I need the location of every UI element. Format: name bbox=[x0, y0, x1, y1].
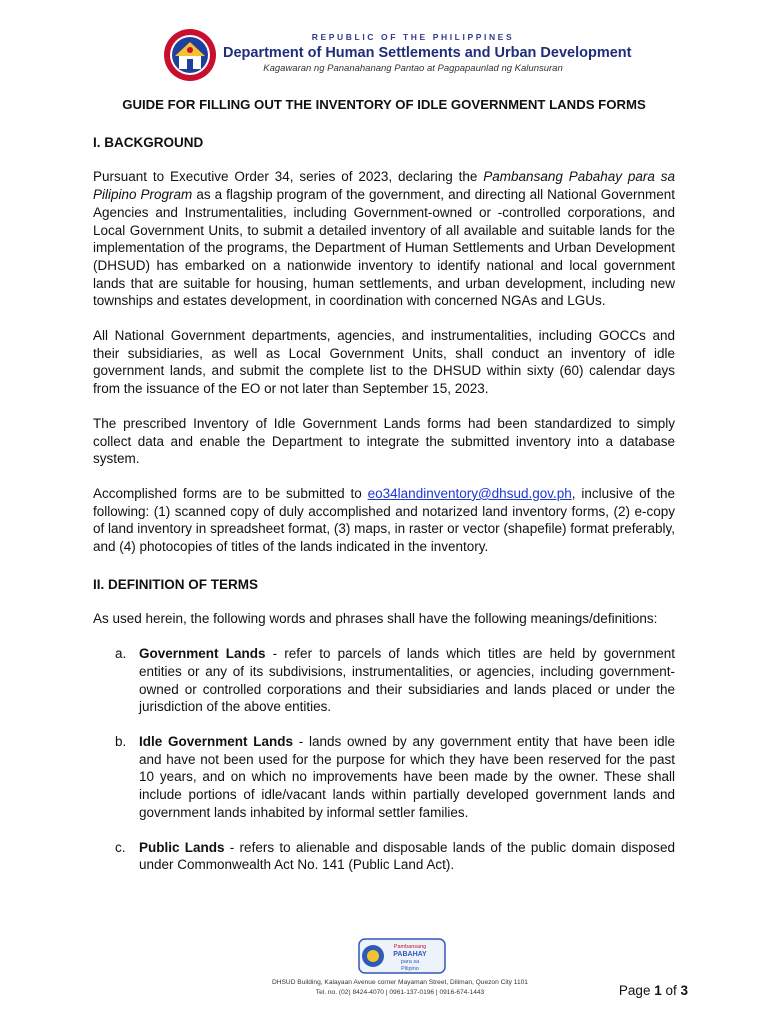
department-name: Department of Human Settlements and Urban Development bbox=[223, 45, 632, 61]
pambansang-pabahay-logo-icon bbox=[358, 938, 446, 974]
paragraph-background-3: The prescribed Inventory of Idle Government Lands forms had been standardized to simply collect data and enable the Department to integrate the submitted inventory into a database system. bbox=[93, 415, 675, 467]
footer-address: DHSUD Building, Kalayaan Avenue corner Mayaman Street, Diliman, Quezon City 1101 bbox=[272, 979, 528, 986]
footer-phones: Tel. no. (02) 8424-4070 | 0961-137-0196 | 0916-674-1443 bbox=[315, 989, 485, 996]
list-marker: a. bbox=[115, 646, 127, 662]
definition-term: Public Lands bbox=[139, 839, 225, 855]
department-subtitle: Kagawaran ng Pananahanang Pantao at Pagpapaunlad ng Kalunsuran bbox=[263, 63, 563, 74]
paragraph-background-4: Accomplished forms are to be submitted to eo34landinventory@dhsud.gov.ph, inclusive of the following: (1) scanned copy of duly accomplished and notarized land inventory forms, (2) e-copy of land inventory in spreadsheet format, (3) maps, in raster or vector (shapefile) format preferably, and (4) photocopies of titles of the lands indicated in the inventory. bbox=[93, 485, 676, 555]
svg-text:PABAHAY: PABAHAY bbox=[393, 951, 427, 958]
definition-term: Idle Government Lands bbox=[139, 733, 293, 749]
list-marker: b. bbox=[115, 733, 127, 749]
definition-government-lands: a. Government Lands - refer to parcels of lands which titles are held by government entities or any of its subdivisions, instrumentalities, or agencies, including government-owned or controlled corporations and their subsidiaries and lands placed or under the jurisdiction of the above entities. bbox=[115, 646, 675, 715]
document-title: GUIDE FOR FILLING OUT THE INVENTORY OF IDLE GOVERNMENT LANDS FORMS bbox=[122, 97, 646, 112]
dhsud-seal-icon bbox=[163, 28, 217, 82]
submission-email-link[interactable]: eo34landinventory@dhsud.gov.ph bbox=[367, 485, 572, 501]
svg-text:para sa: para sa bbox=[400, 959, 420, 965]
definition-term: Government Lands bbox=[139, 646, 266, 662]
republic-label: REPUBLIC OF THE PHILIPPINES bbox=[311, 32, 515, 42]
page-number: Page 1 of 3 bbox=[618, 983, 688, 998]
paragraph-definitions-intro: As used herein, the following words and phrases shall have the following meanings/definitions: bbox=[93, 611, 658, 627]
paragraph-background-2: All National Government departments, agencies, and instrumentalities, including GOCCs and their subsidiaries, as well as Local Government Units, shall conduct an inventory of idle government lands, and submit the complete list to the DHSUD within sixty (60) calendar days from the issuance of the EO or not later than September 15, 2023. bbox=[93, 328, 675, 397]
list-marker: c. bbox=[115, 839, 126, 855]
svg-text:Pilipino: Pilipino bbox=[401, 966, 419, 972]
definitions-list bbox=[93, 645, 675, 874]
document-body bbox=[93, 94, 675, 874]
section-heading-definitions: II. DEFINITION OF TERMS bbox=[93, 576, 258, 592]
paragraph-background-1: Pursuant to Executive Order 34, series of 2023, declaring the Pambansang Pabahay para sa Pilipino Program as a flagship program of the government, and directing all National Government Agencies and Instrumentalities, including Government-owned or -controlled corporations, and Local Government Units, to submit a detailed inventory of all available and suitable lands for the implementation of the programs, the Department of Human Settlements and Urban Development (DHSUD) has embarked on a nationwide inventory to identify national and local government lands that are suitable for housing, human settlements, and urban development, including new townships and estates development, in coordination with concerned NGAs and LGUs. bbox=[93, 169, 675, 309]
definition-idle-government-lands: b. Idle Government Lands - lands owned by any government entity that have been idle and have not been used for the purpose for which they have been reserved for the past 10 years, and on which no improvements have been made by the owner. These shall include portions of idle/vacant lands within partially developed government lands and government lands inhabited by informal settler families. bbox=[115, 733, 676, 820]
letterhead bbox=[163, 26, 632, 86]
section-heading-background: I. BACKGROUND bbox=[93, 134, 204, 150]
definition-public-lands: c. Public Lands - refers to alienable and disposable lands of the public domain disposed under Commonwealth Act No. 141 (Public Land Act). bbox=[115, 839, 675, 873]
svg-text:Pambansang: Pambansang bbox=[393, 944, 427, 950]
footer-address-block bbox=[200, 978, 600, 998]
